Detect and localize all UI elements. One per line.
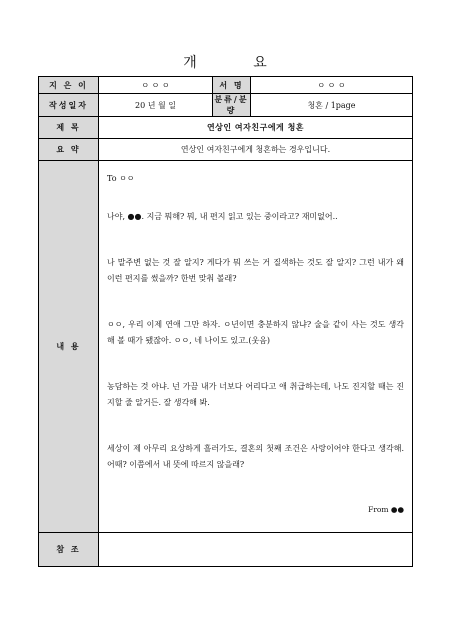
summary-label: 요 약 xyxy=(39,139,99,161)
letter-paragraph-5: 세상이 제 아무리 요상하게 흘러가도, 결혼의 첫째 조건은 사랑이어야 한다고 생각해. 어때? 이쯤에서 내 뜻에 따르지 않을래? xyxy=(107,444,404,469)
page-title: 개 요 xyxy=(183,55,293,71)
summary-value[interactable]: 연상인 여자친구에게 청혼하는 경우입니다. xyxy=(99,139,413,161)
author-label: 지 은 이 xyxy=(39,77,99,94)
subject-value[interactable]: 연상인 여자친구에게 청혼 xyxy=(99,117,413,139)
summary-row xyxy=(39,139,413,161)
author-value[interactable]: ㅇ ㅇ ㅇ xyxy=(99,77,213,94)
letter-paragraph-2: 나 말주변 없는 것 잘 알지? 게다가 뭐 쓰는 거 질색하는 것도 잘 알지? 그런 내가 왜 이런 편지를 썼을까? 한번 맞춰 볼래? xyxy=(107,258,404,283)
letter-paragraph-4: 농담하는 것 아냐. 넌 가끔 내가 너보다 어리다고 애 취급하는데, 나도 진지할 때는 진지할 줄 알거든. 잘 생각해 봐. xyxy=(107,382,404,407)
signature-label: 서 명 xyxy=(213,77,251,94)
content-body[interactable] xyxy=(99,161,413,533)
signature-value[interactable]: ㅇ ㅇ ㅇ xyxy=(251,77,413,94)
content-row xyxy=(39,161,413,533)
date-row xyxy=(39,94,413,117)
reference-label: 참 조 xyxy=(39,533,99,567)
author-row xyxy=(39,77,413,94)
reference-row xyxy=(39,533,413,567)
subject-row xyxy=(39,117,413,139)
date-label: 작성일자 xyxy=(39,94,99,117)
letter-from: From ●● xyxy=(368,505,404,514)
subject-label: 제 목 xyxy=(39,117,99,139)
letter-greeting: To ㅇㅇ xyxy=(107,174,135,183)
letter-paragraph-1: 나야, ●●. 지금 뭐해? 뭐, 내 편지 읽고 있는 중이라고? 재미없어.. xyxy=(107,212,338,221)
letter-paragraph-3: ㅇㅇ, 우리 이제 연애 그만 하자. ㅇ년이면 충분하지 않냐? 술을 같이 사는 것도 생각해 볼 때가 됐잖아. ㅇㅇ, 네 나이도 있고.(웃음) xyxy=(107,320,404,345)
category-value[interactable]: 청혼 / 1page xyxy=(251,94,413,117)
content-label: 내 용 xyxy=(39,161,99,533)
reference-value[interactable] xyxy=(99,533,413,567)
date-value[interactable]: 20 년 월 일 xyxy=(99,94,213,117)
overview-form-table xyxy=(38,76,413,567)
category-label: 분류/분량 xyxy=(214,94,249,115)
